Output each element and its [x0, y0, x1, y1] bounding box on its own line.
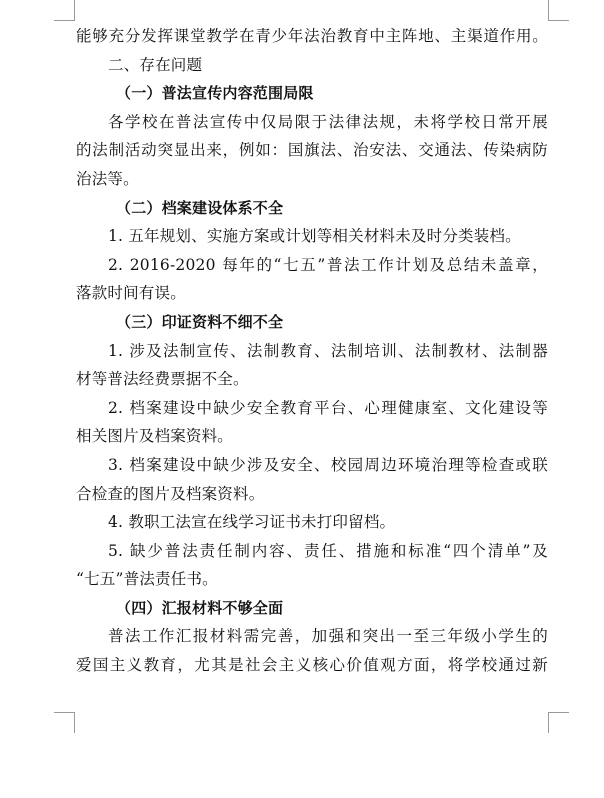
text-line: 1. 涉及法制宣传、法制教育、法制培训、法制教材、法制器: [108, 341, 548, 360]
text-line: 4. 教职工法宣在线学习证书未打印留档。: [108, 513, 396, 532]
text-line: “七五”普法责任书。: [76, 570, 218, 589]
text-line: 1. 五年规划、实施方案或计划等相关材料未及时分类装档。: [108, 227, 521, 246]
section-heading: （四）汇报材料不够全面: [116, 598, 284, 617]
text-line: 2. 2016-2020 每年的“七五”普法工作计划及总结未盖章，: [108, 255, 548, 274]
crop-mark-bottom-right: [548, 712, 569, 733]
section-heading: 二、存在问题: [108, 55, 203, 74]
text-line: 5. 缺少普法责任制内容、责任、措施和标准“四个清单”及: [108, 541, 548, 560]
text-line: 落款时间有误。: [76, 284, 186, 303]
text-line: 各学校在普法宣传中仅局限于法律法规，未将学校日常开展: [108, 112, 548, 131]
crop-mark-bottom-left: [54, 712, 75, 733]
section-heading: （一）普法宣传内容范围局限: [116, 84, 314, 103]
text-line: 2. 档案建设中缺少安全教育平台、心理健康室、文化建设等: [108, 398, 548, 417]
text-line: 治法等。: [76, 169, 139, 188]
section-heading: （二）档案建设体系不全: [116, 198, 284, 217]
text-line: 3. 档案建设中缺少涉及安全、校园周边环境治理等检查或联: [108, 455, 548, 474]
crop-mark-top-right: [548, 0, 569, 21]
text-line: 能够充分发挥课堂教学在青少年法治教育中主阵地、主渠道作用。: [76, 27, 548, 45]
text-line: 相关图片及档案资料。: [76, 427, 234, 446]
text-line: 的法制活动突显出来，例如：国旗法、治安法、交通法、传染病防: [76, 141, 548, 160]
text-line: 合检查的图片及档案资料。: [76, 484, 265, 503]
section-heading: （三）印证资料不细不全: [116, 312, 284, 331]
crop-mark-top-left: [54, 0, 75, 21]
text-line: 材等普法经费票据不全。: [76, 370, 249, 389]
text-line: 爱国主义教育，尤其是社会主义核心价值观方面，将学校通过新: [76, 656, 548, 675]
text-line: 普法工作汇报材料需完善，加强和突出一至三年级小学生的: [108, 627, 548, 646]
document-body: [76, 22, 548, 680]
